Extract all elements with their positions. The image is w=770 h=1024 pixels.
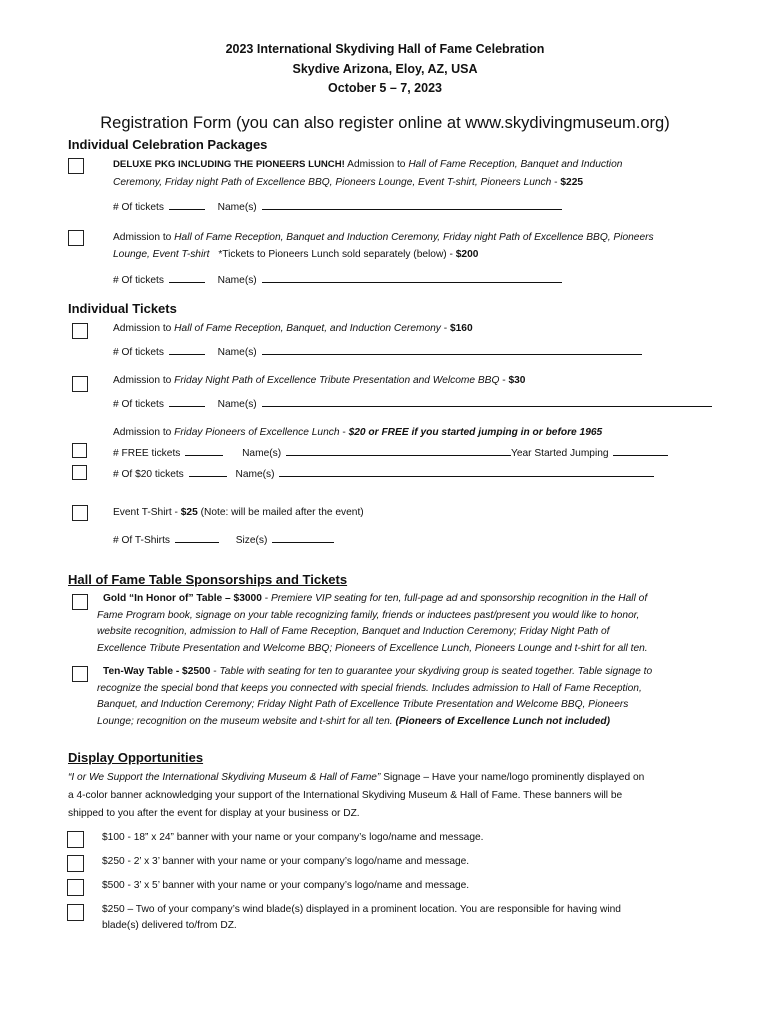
deluxe-tickets-label: # Of tickets <box>113 202 164 213</box>
display-intro-rest: Signage – Have your name/logo prominently displayed on <box>380 772 645 783</box>
deluxe-package-line1 <box>113 156 622 173</box>
friday-desc: Friday Night Path of Excellence Tribute Presentation and Welcome BBQ <box>174 375 500 386</box>
reception-desc: Hall of Fame Reception, Banquet, and Induction Ceremony <box>174 323 441 334</box>
friday-tickets-field[interactable] <box>169 396 205 407</box>
standard-names-field[interactable] <box>262 272 562 283</box>
deluxe-names-field[interactable] <box>262 199 562 210</box>
friday-tickets-label: # Of tickets <box>113 399 164 410</box>
wind-blade-label-line2: blade(s) delivered to/from DZ. <box>102 920 237 931</box>
deluxe-package-checkbox[interactable] <box>68 158 84 174</box>
reception-price: $160 <box>449 323 473 334</box>
standard-tickets-field[interactable] <box>169 272 205 283</box>
deluxe-desc-line2: Ceremony, Friday night Path of Excellence BBQ, Pioneers Lounge, Event T-shirt, Pioneers Lunch <box>113 177 552 188</box>
tenway-note: (Pioneers of Excellence Lunch not included) <box>395 715 610 727</box>
deluxe-names-label: Name(s) <box>217 202 257 213</box>
tickets-heading: Individual Tickets <box>68 301 177 316</box>
tshirt-size-field[interactable] <box>272 532 334 543</box>
standard-tickets-label: # Of tickets <box>113 275 164 286</box>
paid-tickets-label: # Of $20 tickets <box>113 469 184 480</box>
standard-intro: Admission to <box>113 232 172 243</box>
gold-line3: website recognition, admission to Hall of Fame Reception, Banquet and Induction Ceremony; Friday Night Path of <box>97 626 610 637</box>
reception-ticket-line <box>113 320 473 337</box>
friday-sep: - <box>499 375 509 386</box>
banner-100-label: $100 - 18” x 24” banner with your name or your company’s logo/name and message. <box>102 832 484 843</box>
reception-tickets-row <box>113 344 642 361</box>
gold-table-desc <box>97 591 737 657</box>
event-dates: October 5 – 7, 2023 <box>328 81 442 95</box>
reception-sep: - <box>440 323 450 334</box>
ten-way-table-checkbox[interactable] <box>72 666 88 682</box>
banner-100-checkbox[interactable] <box>67 831 84 848</box>
tshirt-checkbox[interactable] <box>72 505 88 521</box>
sponsorships-heading: Hall of Fame Table Sponsorships and Tickets <box>68 572 348 587</box>
ten-way-table-name: Ten-Way Table - $2500 <box>103 666 211 677</box>
tenway-line4: Lounge; recognition on the museum website and t-shirt for all ten. <box>97 715 393 727</box>
free-names-label: Name(s) <box>242 448 282 459</box>
friday-tickets-row <box>113 396 712 413</box>
standard-sep: - <box>446 249 456 260</box>
reception-ticket-checkbox[interactable] <box>72 323 88 339</box>
gold-table-name: Gold “In Honor of” Table – $3000 <box>103 593 262 604</box>
gold-table-checkbox[interactable] <box>72 594 88 610</box>
gold-sep: - <box>261 593 271 604</box>
tshirt-line <box>113 504 364 521</box>
gold-line2: Fame Program book, signage on your table recognizing family, friends or inductees past/present you would like to honor, <box>97 609 640 621</box>
deluxe-package-line2 <box>113 174 583 191</box>
tenway-line1: Table with seating for ten to guarantee your skydiving group is seated together. Table signage to <box>219 666 653 677</box>
deluxe-tickets-field[interactable] <box>169 199 205 210</box>
banner-250-checkbox[interactable] <box>67 855 84 872</box>
banner-250-label: $250 - 2’ x 3’ banner with your name or your company’s logo/name and message. <box>102 856 470 867</box>
standard-price: $200 <box>455 249 479 260</box>
reception-tickets-field[interactable] <box>169 344 205 355</box>
reception-tickets-label: # Of tickets <box>113 347 164 358</box>
deluxe-price: $225 <box>560 177 584 188</box>
lunch-price: $20 or FREE if you started jumping in or before 1965 <box>348 427 603 438</box>
form-title: Registration Form (you can also register online at www.skydivingmuseum.org) <box>100 114 670 132</box>
tshirt-size-label: Size(s) <box>235 535 268 546</box>
paid-names-field[interactable] <box>279 466 654 477</box>
deluxe-package-name: DELUXE PKG INCLUDING THE PIONEERS LUNCH! <box>113 159 345 170</box>
free-tickets-label: # FREE tickets <box>113 448 181 459</box>
friday-bbq-checkbox[interactable] <box>72 376 88 392</box>
friday-names-label: Name(s) <box>217 399 257 410</box>
year-started-label: Year Started Jumping <box>510 448 609 459</box>
paid-lunch-row <box>113 466 654 483</box>
tenway-line2: recognize the special bond that keeps you connected with special friends. Includes admission to Hall of Fame Reception, <box>97 682 642 694</box>
display-heading: Display Opportunities <box>68 750 204 765</box>
reception-names-label: Name(s) <box>217 347 257 358</box>
deluxe-desc-line1: Hall of Fame Reception, Banquet and Induction <box>408 159 623 170</box>
display-line2: a 4-color banner acknowledging your support of the International Skydiving Museum & Hall of Fame. These banners will be <box>68 790 623 801</box>
event-title: 2023 International Skydiving Hall of Fame Celebration <box>225 42 545 56</box>
tenway-line3: Banquet, and Induction Ceremony; Friday Night Path of Excellence Tribute Presentation and Welcome BBQ, Pioneers <box>97 699 629 710</box>
tshirt-price: $25 <box>180 507 198 518</box>
free-lunch-row <box>113 445 668 462</box>
ten-way-table-desc <box>97 664 737 730</box>
deluxe-sep: - <box>551 177 561 188</box>
lunch-sep: - <box>339 427 349 438</box>
friday-names-field[interactable] <box>262 396 712 407</box>
standard-desc-line2: Lounge, Event T-shirt <box>113 249 210 260</box>
tshirt-note: (Note: will be mailed after the event) <box>200 507 364 518</box>
packages-heading: Individual Celebration Packages <box>68 137 268 152</box>
tshirt-sep: - <box>171 507 181 518</box>
event-location: Skydive Arizona, Eloy, AZ, USA <box>292 62 478 76</box>
paid-lunch-checkbox[interactable] <box>72 465 87 480</box>
lunch-line <box>113 424 602 441</box>
year-started-field[interactable] <box>613 445 668 456</box>
standard-note: *Tickets to Pioneers Lunch sold separately (below) <box>218 249 447 260</box>
wind-blade-checkbox[interactable] <box>67 904 84 921</box>
friday-intro: Admission to <box>113 375 172 386</box>
friday-price: $30 <box>508 375 526 386</box>
gold-line1: Premiere VIP seating for ten, full-page ad and sponsorship recognition in the Hall of <box>270 593 648 604</box>
standard-desc-line1: Hall of Fame Reception, Banquet and Induction Ceremony, Friday night Path of Excellence BBQ, Pioneers <box>174 232 654 243</box>
standard-package-line2 <box>113 246 478 263</box>
reception-names-field[interactable] <box>262 344 642 355</box>
banner-500-checkbox[interactable] <box>67 879 84 896</box>
display-quote: “I or We Support the International Skydiving Museum & Hall of Fame” <box>68 772 381 783</box>
gold-line4: Excellence Tribute Presentation and Welcome BBQ; Pioneers of Excellence Lunch, Pioneers Lounge and t-shirt for all ten. <box>97 642 648 654</box>
standard-package-line1 <box>113 229 654 246</box>
tshirt-name: Event T-Shirt <box>113 507 172 518</box>
standard-package-checkbox[interactable] <box>68 230 84 246</box>
free-tickets-field[interactable] <box>185 445 223 456</box>
paid-tickets-field[interactable] <box>189 466 227 477</box>
standard-names-label: Name(s) <box>217 275 257 286</box>
tshirt-fields-row <box>113 532 334 549</box>
tshirt-count-label: # Of T-Shirts <box>113 535 170 546</box>
standard-tickets-row <box>113 272 562 289</box>
banner-500-label: $500 - 3’ x 5’ banner with your name or your company’s logo/name and message. <box>102 880 470 891</box>
tenway-sep: - <box>210 666 220 677</box>
friday-bbq-line <box>113 372 525 389</box>
deluxe-tickets-row <box>113 199 562 216</box>
display-line3: shipped to you after the event for display at your business or DZ. <box>68 808 360 819</box>
free-names-field[interactable] <box>286 445 511 456</box>
paid-names-label: Name(s) <box>235 469 275 480</box>
display-intro <box>68 769 738 823</box>
wind-blade-label-line1: $250 – Two of your company’s wind blade(s) displayed in a prominent location. You are responsible for having wind <box>102 904 621 915</box>
reception-intro: Admission to <box>113 323 172 334</box>
lunch-intro: Admission to <box>113 427 172 438</box>
free-lunch-checkbox[interactable] <box>72 443 87 458</box>
lunch-desc: Friday Pioneers of Excellence Lunch <box>174 427 340 438</box>
tshirt-count-field[interactable] <box>175 532 219 543</box>
deluxe-intro: Admission to <box>347 159 406 170</box>
